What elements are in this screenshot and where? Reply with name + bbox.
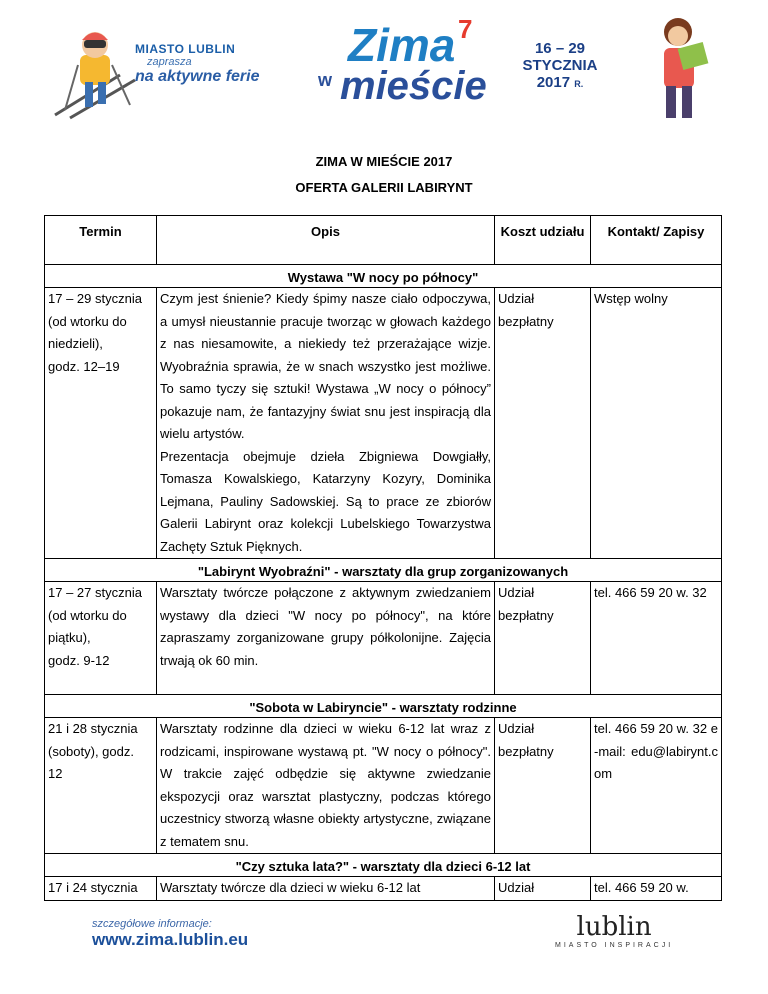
footer-info	[92, 918, 248, 950]
table-row	[45, 582, 722, 695]
termin-line: (soboty), godz.	[48, 743, 134, 759]
koszt-line: Udział	[498, 585, 535, 600]
lublin-wordmark: lublin	[576, 912, 652, 942]
date-suffix: R.	[574, 79, 584, 89]
termin-line: 12	[48, 766, 63, 781]
koszt-line: bezpłatny	[498, 607, 554, 623]
kontakt-cell: tel. 466 59 20 w. 32 e-mail: edu@labirynt.com	[591, 718, 722, 854]
koszt-line: bezpłatny	[498, 743, 554, 759]
logo-w: w	[318, 70, 333, 90]
table-row	[45, 718, 722, 854]
termin-cell	[45, 288, 157, 559]
page-header	[0, 0, 768, 135]
skier-illustration	[50, 20, 140, 120]
section-row	[45, 265, 722, 288]
date-year-line	[505, 74, 615, 91]
section-title: Wystawa "W nocy po północy"	[45, 265, 722, 288]
header-slogan: na aktywne ferie	[135, 68, 260, 85]
section-row	[45, 854, 722, 877]
opis-cell: Warsztaty twórcze dla dzieci w wieku 6-12 lat	[157, 877, 495, 901]
header-kontakt: Kontakt/ Zapisy	[591, 216, 722, 265]
header-city: MIASTO LUBLIN	[135, 42, 236, 56]
termin-line: 17 – 29 stycznia	[48, 291, 142, 306]
header-opis: Opis	[157, 216, 495, 265]
table-header-row	[45, 216, 722, 265]
offer-table	[44, 215, 722, 901]
kontakt-cell: Wstęp wolny	[591, 288, 722, 559]
koszt-line: bezpłatny	[498, 313, 554, 329]
koszt-cell	[495, 582, 591, 695]
opis-text: Prezentacja obejmuje dzieła Zbigniewa Dowgiałły, Tomasza Kowalskiego, Katarzyny Kozyry, Dominika Lejmana, Pauliny Sadowskiej. Są to prace ze zbiorów Galerii Labirynt oraz kolekcji Lubelskiego Towarzystwa Zachęty Sztuk Pięknych.	[160, 448, 491, 554]
termin-line: 17 – 27 stycznia	[48, 585, 142, 600]
footer-url-link[interactable]: www.zima.lublin.eu	[92, 930, 249, 949]
koszt-cell	[495, 718, 591, 854]
lublin-tagline: MIASTO INSPIRACJI	[555, 942, 674, 949]
termin-line: godz. 12–19	[48, 358, 120, 374]
termin-line: niedzieli),	[48, 336, 103, 351]
section-row	[45, 695, 722, 718]
footer-details-label: szczegółowe informacje:	[92, 918, 212, 930]
section-title: "Czy sztuka lata?" - warsztaty dla dzieci 6-12 lat	[45, 854, 722, 877]
logo-miescie: mieście	[340, 64, 487, 108]
reader-illustration	[640, 10, 720, 125]
termin-cell: 17 i 24 stycznia	[45, 877, 157, 901]
termin-line: piątku),	[48, 630, 91, 645]
event-logo	[318, 14, 493, 128]
page-subtitle: OFERTA GALERII LABIRYNT	[295, 180, 473, 195]
opis-cell	[157, 288, 495, 559]
header-termin: Termin	[45, 216, 157, 265]
koszt-line: Udział	[498, 721, 535, 736]
header-koszt: Koszt udziału	[495, 216, 591, 265]
koszt-cell: Udział	[495, 877, 591, 901]
kontakt-cell: tel. 466 59 20 w.	[591, 877, 722, 901]
section-row	[45, 559, 722, 582]
koszt-cell	[495, 288, 591, 559]
date-year: 2017	[536, 74, 571, 91]
opis-text: Czym jest śnienie? Kiedy śpimy nasze ciało odpoczywa, a umysł nieustannie pracuje tworząc w głowach każdego z nas niesamowite, a niekiedy też przerażające wizje. Wyobraźnia sprawia, że w snach wszystko jest możliwe. To samo tyczy się sztuki! Wystawa „W nocy o północy” pokazuje nam, że fantazyjny świat snu jest inspiracją dla wielu artystów.	[160, 291, 491, 441]
termin-line: 21 i 28 stycznia	[48, 721, 138, 736]
termin-line: godz. 9-12	[48, 652, 110, 668]
date-range: 16 – 29	[534, 40, 586, 57]
table-row	[45, 877, 722, 901]
kontakt-cell: tel. 466 59 20 w. 32	[591, 582, 722, 695]
event-dates	[505, 40, 615, 91]
section-title: "Labirynt Wyobraźni" - warsztaty dla grup zorganizowanych	[45, 559, 722, 582]
termin-line: (od wtorku do	[48, 607, 127, 623]
table-row	[45, 288, 722, 559]
header-invite	[135, 42, 260, 86]
lublin-logo	[555, 912, 673, 949]
opis-cell: Warsztaty twórcze połączone z aktywnym zwiedzaniem wystawy dla dzieci "W nocy po północy", na które zapraszamy zorganizowane grupy półkolonijne. Zajęcia trwają ok 60 min.	[157, 582, 495, 695]
page-title: ZIMA W MIEŚCIE 2017	[315, 154, 453, 169]
logo-zima: Zima	[348, 19, 456, 71]
date-month: STYCZNIA	[522, 57, 598, 74]
header-invites: zaprasza	[147, 56, 192, 68]
termin-cell	[45, 582, 157, 695]
termin-line: (od wtorku do	[48, 313, 127, 329]
termin-cell	[45, 718, 157, 854]
opis-cell: Warsztaty rodzinne dla dzieci w wieku 6-12 lat wraz z rodzicami, inspirowane wystawą pt. "W nocy o północy". W trakcie zajęć odbędzie się aktywne zwiedzanie ekspozycji oraz warsztat plastyczny, podczas którego uczestnicy stworzą własne obiekty artystyczne, związane z tematem snu.	[157, 718, 495, 854]
koszt-line: Udział	[498, 291, 535, 306]
section-title: "Sobota w Labiryncie" - warsztaty rodzinne	[45, 695, 722, 718]
logo-number: 7	[458, 14, 473, 44]
